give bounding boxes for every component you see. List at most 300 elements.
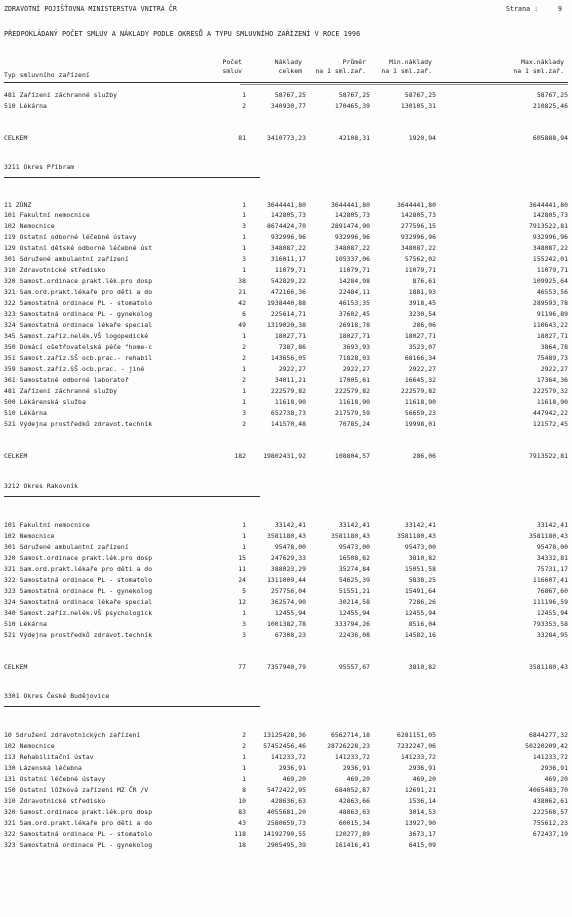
table-row — [4, 200, 568, 210]
cell-count: 15 — [238, 554, 246, 562]
cell-min: 3230,54 — [408, 310, 436, 318]
table-row — [4, 276, 568, 286]
cell-avg: 161416,41 — [334, 841, 370, 849]
cell-count: 2 — [242, 742, 246, 750]
table-row — [4, 210, 568, 220]
cell-avg: 348087,22 — [334, 244, 370, 252]
table-row — [4, 818, 568, 828]
cell-avg: 51551,21 — [338, 587, 370, 595]
table-row — [4, 829, 568, 839]
cell-type: 130 Lázenská léčebna — [4, 764, 82, 772]
cell-avg: 30214,58 — [338, 598, 370, 606]
cell-cost: 222579,82 — [270, 387, 306, 395]
cell-avg: 42108,31 — [338, 134, 370, 142]
cell-type: 500 Lékárenská služba — [4, 398, 86, 406]
column-header-cost-line2: celkem — [278, 67, 302, 75]
cell-cost: 542829,22 — [270, 277, 306, 285]
section-divider — [4, 496, 260, 497]
cell-type: 320 Samost.ordinace prakt.lék.pro dosp — [4, 808, 153, 816]
district-heading — [4, 162, 568, 172]
cell-cost: 428636,63 — [270, 797, 306, 805]
table-row — [4, 586, 568, 596]
cell-max: 2922,27 — [540, 365, 568, 373]
cell-max: 7913522,81 — [529, 222, 568, 230]
cell-type: 102 Nemocnice — [4, 742, 55, 750]
cell-count: 1 — [242, 91, 246, 99]
column-header-count-line2: smluv — [222, 67, 242, 75]
cell-avg: 217579,59 — [334, 409, 370, 417]
cell-type: 521 Výdejna prostředků zdravot.techník — [4, 631, 153, 639]
cell-count: 118 — [234, 830, 246, 838]
cell-max: 116607,41 — [532, 576, 568, 584]
table-row — [4, 287, 568, 297]
page-label: Strana : — [506, 5, 539, 13]
cell-max: 75731,17 — [536, 565, 568, 573]
table-row — [4, 243, 568, 253]
cell-avg: 120277,89 — [334, 830, 370, 838]
cell-count: 1 — [242, 398, 246, 406]
cell-count: 1 — [242, 201, 246, 209]
cell-type: 350 Domácí ošetřovatelská péče "home-c — [4, 343, 153, 351]
cell-cost: 316011,17 — [270, 255, 306, 263]
cell-cost: 3410773,23 — [267, 134, 306, 142]
cell-count: 2 — [242, 343, 246, 351]
cell-cost: 5472422,95 — [267, 786, 306, 794]
cell-count: 1 — [242, 753, 246, 761]
cell-count: 3 — [242, 222, 246, 230]
cell-avg: 16508,62 — [338, 554, 370, 562]
table-row — [4, 752, 568, 762]
cell-max: 3581180,43 — [529, 532, 568, 540]
cell-max: 289593,78 — [532, 299, 568, 307]
header-divider-double — [240, 84, 568, 85]
cell-count: 5 — [242, 587, 246, 595]
cell-max: 755612,23 — [532, 819, 568, 827]
cell-max: 141233,72 — [532, 753, 568, 761]
cell-cost: 143656,05 — [270, 354, 306, 362]
cell-type: 3211 Okres Příbram — [4, 163, 75, 171]
cell-type: 129 Ostatní dětské odborné léčebné úst — [4, 244, 153, 252]
cell-type: 324 Samostatná ordinace lékaře special — [4, 321, 153, 329]
cell-max: 155242,01 — [532, 255, 568, 263]
column-header-type: Typ smluvního zařízení — [4, 71, 90, 79]
header-divider — [4, 82, 568, 83]
cell-min: 286,06 — [412, 321, 436, 329]
cell-min: 1881,93 — [408, 288, 436, 296]
cell-cost: 2580659,73 — [267, 819, 306, 827]
cell-max: 3581180,43 — [529, 663, 568, 671]
table-row — [4, 254, 568, 264]
cell-avg: 17005,61 — [338, 376, 370, 384]
cell-type: 301 Sdružené ambulantní zařízení — [4, 255, 129, 263]
cell-max: 222568,57 — [532, 808, 568, 816]
cell-min: 12691,21 — [404, 786, 436, 794]
table-row — [4, 364, 568, 374]
cell-min: 58767,25 — [404, 91, 436, 99]
cell-count: 81 — [238, 134, 246, 142]
cell-type: 321 Sam.ord.prakt.lékaře pro děti a do — [4, 288, 153, 296]
cell-count: 2 — [242, 420, 246, 428]
cell-cost: 141570,48 — [270, 420, 306, 428]
cell-cost: 95478,00 — [274, 543, 306, 551]
cell-type: 323 Samostatná ordinace PL - gynekolog — [4, 310, 153, 318]
cell-type: 345 Samost.zaříz.nelék.VŠ logopedické — [4, 332, 149, 340]
cell-avg: 6562714,18 — [331, 731, 370, 739]
cell-cost: 225614,71 — [270, 310, 306, 318]
cell-type: 113 Rehabilitační ústav — [4, 753, 94, 761]
column-header-min-line2: na 1 sml.zař. — [381, 67, 432, 75]
cell-avg: 22484,11 — [338, 288, 370, 296]
cell-min: 277596,15 — [400, 222, 436, 230]
cell-min: 3014,53 — [408, 808, 436, 816]
cell-avg: 105337,06 — [334, 255, 370, 263]
cell-cost: 18027,71 — [274, 332, 306, 340]
cell-max: 12455,94 — [536, 609, 568, 617]
cell-max: 11079,71 — [536, 266, 568, 274]
district-heading — [4, 481, 568, 491]
cell-min: 469,20 — [412, 775, 436, 783]
cell-cost: 7387,86 — [278, 343, 306, 351]
cell-avg: 71828,03 — [338, 354, 370, 362]
cell-avg: 3644441,80 — [331, 201, 370, 209]
cell-count: 77 — [238, 663, 246, 671]
cell-cost: 11618,90 — [274, 398, 306, 406]
cell-min: 16645,32 — [404, 376, 436, 384]
cell-avg: 12455,94 — [338, 609, 370, 617]
cell-count: 42 — [238, 299, 246, 307]
cell-min: 11618,90 — [404, 398, 436, 406]
cell-count: 2 — [242, 731, 246, 739]
column-header-cost-line1: Náklady — [274, 58, 302, 66]
cell-cost: 1001382,78 — [267, 620, 306, 628]
table-row — [4, 342, 568, 352]
cell-count: 11 — [238, 565, 246, 573]
cell-avg: 58767,25 — [338, 91, 370, 99]
cell-cost: 3644441,80 — [267, 201, 306, 209]
table-row — [4, 619, 568, 629]
cell-avg: 26918,78 — [338, 321, 370, 329]
cell-cost: 12455,94 — [274, 609, 306, 617]
cell-avg: 108804,57 — [334, 452, 370, 460]
cell-count: 1 — [242, 532, 246, 540]
cell-type: 340 Samost.zaříz.nelék.VŠ psychologick — [4, 609, 153, 617]
column-header-min-line1: Min.náklady — [389, 58, 432, 66]
cell-cost: 2922,27 — [278, 365, 306, 373]
cell-type: 322 Samostatná ordinace PL - stomatolo — [4, 299, 153, 307]
cell-type: 361 Samostatné odborné laboratoř — [4, 376, 129, 384]
cell-type: 322 Samostatná ordinace PL - stomatolo — [4, 576, 153, 584]
table-row — [4, 386, 568, 396]
table-row — [4, 419, 568, 429]
cell-count: 1 — [242, 609, 246, 617]
cell-type: 323 Samostatná ordinace PL - gynekolog — [4, 587, 153, 595]
cell-type: CELKEM — [4, 134, 28, 142]
cell-max: 110643,22 — [532, 321, 568, 329]
cell-cost: 57452456,46 — [263, 742, 306, 750]
table-row — [4, 630, 568, 640]
cell-type: 481 Zařízení záchranné služby — [4, 91, 118, 99]
cell-avg: 11079,71 — [338, 266, 370, 274]
column-header-count-line1: Počet — [222, 58, 242, 66]
cell-type: 322 Samostatná ordinace PL - stomatolo — [4, 830, 153, 838]
cell-type: 11 ZÚNZ — [4, 201, 32, 209]
table-row — [4, 840, 568, 850]
cell-cost: 340930,77 — [270, 102, 306, 110]
table-row — [4, 763, 568, 773]
cell-avg: 170465,39 — [334, 102, 370, 110]
district-heading — [4, 691, 568, 701]
cell-min: 18027,71 — [404, 332, 436, 340]
cell-cost: 257756,04 — [270, 587, 306, 595]
cell-max: 210825,46 — [532, 102, 568, 110]
cell-min: 57562,02 — [404, 255, 436, 263]
cell-cost: 13125428,36 — [263, 731, 306, 739]
cell-cost: 67308,23 — [274, 631, 306, 639]
cell-max: 95478,00 — [536, 543, 568, 551]
cell-avg: 222579,82 — [334, 387, 370, 395]
cell-cost: 14192790,55 — [263, 830, 306, 838]
cell-type: 102 Nemocnice — [4, 222, 55, 230]
cell-count: 1 — [242, 244, 246, 252]
cell-max: 469,20 — [544, 775, 568, 783]
cell-cost: 932996,96 — [270, 233, 306, 241]
cell-avg: 11618,90 — [338, 398, 370, 406]
cell-avg: 18027,71 — [338, 332, 370, 340]
cell-avg: 70785,24 — [338, 420, 370, 428]
cell-count: 18 — [238, 841, 246, 849]
cell-count: 3 — [242, 409, 246, 417]
cell-count: 1 — [242, 543, 246, 551]
cell-avg: 48863,63 — [338, 808, 370, 816]
cell-type: 150 Ostatní lůžková zařízení MZ ČR /V — [4, 786, 149, 794]
cell-avg: 35274,84 — [338, 565, 370, 573]
cell-max: 58767,25 — [536, 91, 568, 99]
cell-count: 2 — [242, 354, 246, 362]
column-header-avg-line2: na 1 sml.zař. — [315, 67, 366, 75]
cell-avg: 3693,93 — [342, 343, 370, 351]
cell-cost: 11079,71 — [274, 266, 306, 274]
cell-max: 348087,22 — [532, 244, 568, 252]
cell-count: 1 — [242, 521, 246, 529]
cell-type: 119 Ostatní odborné léčebné ústavy — [4, 233, 137, 241]
cell-avg: 60015,34 — [338, 819, 370, 827]
cell-avg: 54625,39 — [338, 576, 370, 584]
table-row — [4, 320, 568, 330]
cell-min: 11079,71 — [404, 266, 436, 274]
total-row — [4, 662, 568, 672]
cell-max: 605888,94 — [532, 134, 568, 142]
cell-count: 8 — [242, 786, 246, 794]
cell-min: 3918,45 — [408, 299, 436, 307]
column-header-max-line2: na 1 sml.zař. — [513, 67, 564, 75]
total-row — [4, 451, 568, 461]
cell-type: 521 Výdejna prostředků zdravot.techník — [4, 420, 153, 428]
cell-max: 3644441,80 — [529, 201, 568, 209]
cell-cost: 388023,29 — [270, 565, 306, 573]
cell-max: 91196,89 — [536, 310, 568, 318]
report-title: PŘEDPOKLÁDANÝ POČET SMLUV A NÁKLADY PODLE OKRESŮ A TYPU SMLUVNÍHO ZAŘÍZENÍ V ROCE 1996 — [4, 30, 361, 38]
cell-count: 1 — [242, 365, 246, 373]
table-row — [4, 265, 568, 275]
cell-cost: 34011,21 — [274, 376, 306, 384]
cell-count: 12 — [238, 598, 246, 606]
cell-min: 348087,22 — [400, 244, 436, 252]
table-row — [4, 221, 568, 231]
cell-avg: 2936,91 — [342, 764, 370, 772]
cell-min: 8516,04 — [408, 620, 436, 628]
cell-max: 50220209,42 — [525, 742, 568, 750]
cell-type: 510 Lékárna — [4, 409, 47, 417]
cell-count: 2 — [242, 102, 246, 110]
cell-cost: 1938440,88 — [267, 299, 306, 307]
cell-min: 14582,16 — [404, 631, 436, 639]
cell-type: 102 Nemocnice — [4, 532, 55, 540]
cell-type: 510 Lékárna — [4, 102, 47, 110]
cell-count: 21 — [238, 288, 246, 296]
section-divider — [4, 177, 260, 178]
cell-min: 15491,64 — [404, 587, 436, 595]
cell-max: 438062,61 — [532, 797, 568, 805]
cell-min: 1536,14 — [408, 797, 436, 805]
cell-avg: 95557,67 — [338, 663, 370, 671]
cell-type: 321 Sam.ord.prakt.lékaře pro děti a do — [4, 565, 153, 573]
cell-cost: 33142,41 — [274, 521, 306, 529]
cell-cost: 472166,36 — [270, 288, 306, 296]
cell-min: 68166,34 — [404, 354, 436, 362]
cell-avg: 3581180,43 — [331, 532, 370, 540]
table-row — [4, 597, 568, 607]
cell-count: 1 — [242, 764, 246, 772]
page-number: 9 — [558, 5, 563, 13]
cell-avg: 932996,96 — [334, 233, 370, 241]
table-row — [4, 520, 568, 530]
cell-count: 3 — [242, 631, 246, 639]
cell-cost: 247629,33 — [270, 554, 306, 562]
cell-cost: 1311009,44 — [267, 576, 306, 584]
cell-count: 1 — [242, 387, 246, 395]
cell-min: 222579,82 — [400, 387, 436, 395]
table-row — [4, 774, 568, 784]
cell-type: 310 Zdravotnické středisko — [4, 266, 106, 274]
cell-min: 13927,90 — [404, 819, 436, 827]
cell-min: 6281151,05 — [397, 731, 436, 739]
table-row — [4, 531, 568, 541]
cell-cost: 1319020,38 — [267, 321, 306, 329]
cell-min: 3673,17 — [408, 830, 436, 838]
cell-count: 38 — [238, 277, 246, 285]
cell-count: 2 — [242, 376, 246, 384]
cell-max: 46553,56 — [536, 288, 568, 296]
column-header-max-line1: Max.náklady — [521, 58, 564, 66]
cell-max: 7913522,81 — [529, 452, 568, 460]
cell-min: 33142,41 — [404, 521, 436, 529]
table-row — [4, 575, 568, 585]
cell-type: 3301 Okres České Budějovice — [4, 692, 110, 700]
table-row — [4, 353, 568, 363]
cell-avg: 142805,73 — [334, 211, 370, 219]
cell-max: 222579,32 — [532, 387, 568, 395]
table-row — [4, 309, 568, 319]
table-row — [4, 807, 568, 817]
cell-avg: 14284,98 — [338, 277, 370, 285]
cell-max: 17364,36 — [536, 376, 568, 384]
cell-min: 876,61 — [412, 277, 436, 285]
cell-min: 5838,25 — [408, 576, 436, 584]
table-row — [4, 564, 568, 574]
cell-cost: 2936,91 — [278, 764, 306, 772]
cell-max: 33142,41 — [536, 521, 568, 529]
cell-max: 75489,73 — [536, 354, 568, 362]
cell-cost: 469,20 — [282, 775, 306, 783]
cell-type: CELKEM — [4, 663, 28, 671]
cell-type: 324 Samostatná ordinace lékaře special — [4, 598, 153, 606]
cell-max: 793353,58 — [532, 620, 568, 628]
cell-max: 4065483,70 — [529, 786, 568, 794]
cell-max: 33284,95 — [536, 631, 568, 639]
cell-min: 7232247,06 — [397, 742, 436, 750]
cell-min: 3644441,80 — [397, 201, 436, 209]
cell-min: 1920,94 — [408, 134, 436, 142]
cell-max: 34332,81 — [536, 554, 568, 562]
cell-count: 6 — [242, 310, 246, 318]
cell-min: 3523,07 — [408, 343, 436, 351]
cell-count: 10 — [238, 797, 246, 805]
table-row — [4, 542, 568, 552]
section-divider — [4, 706, 260, 707]
cell-type: 101 Fakultní nemocnice — [4, 211, 90, 219]
cell-type: 131 Ostatní léčebné ústavy — [4, 775, 106, 783]
cell-min: 932996,96 — [400, 233, 436, 241]
cell-count: 24 — [238, 576, 246, 584]
cell-min: 6415,09 — [408, 841, 436, 849]
cell-cost: 348087,22 — [270, 244, 306, 252]
cell-min: 3810,82 — [408, 554, 436, 562]
cell-min: 3581180,43 — [397, 532, 436, 540]
cell-type: 320 Samost.ordinace prakt.lék.pro dosp — [4, 277, 153, 285]
cell-avg: 2891474,90 — [331, 222, 370, 230]
table-row — [4, 785, 568, 795]
cell-min: 12455,94 — [404, 609, 436, 617]
cell-avg: 469,20 — [346, 775, 370, 783]
cell-count: 1 — [242, 211, 246, 219]
cell-type: 351 Samost.zaříz.SŠ ocb.prac.- rehabil — [4, 354, 153, 362]
cell-type: 101 Fakultní nemocnice — [4, 521, 90, 529]
cell-count: 49 — [238, 321, 246, 329]
table-row — [4, 397, 568, 407]
cell-cost: 58767,25 — [274, 91, 306, 99]
cell-cost: 3581180,43 — [267, 532, 306, 540]
cell-avg: 33142,41 — [338, 521, 370, 529]
cell-avg: 95473,00 — [338, 543, 370, 551]
cell-type: 301 Sdružené ambulantní zařízení — [4, 543, 129, 551]
cell-type: 320 Samost.ordinace prakt.lék.pro dosp — [4, 554, 153, 562]
cell-max: 142805,73 — [532, 211, 568, 219]
cell-min: 95473,00 — [404, 543, 436, 551]
cell-type: 510 Lékárna — [4, 620, 47, 628]
cell-min: 15051,58 — [404, 565, 436, 573]
table-row — [4, 553, 568, 563]
cell-min: 3810,82 — [408, 663, 436, 671]
cell-count: 3 — [242, 255, 246, 263]
cell-type: 481 Zařízení záchranné služby — [4, 387, 118, 395]
cell-avg: 141233,72 — [334, 753, 370, 761]
column-header-avg-line1: Průměr — [342, 58, 366, 66]
cell-count: 83 — [238, 808, 246, 816]
cell-avg: 28726228,23 — [327, 742, 370, 750]
cell-avg: 42863,66 — [338, 797, 370, 805]
cell-cost: 142805,73 — [270, 211, 306, 219]
cell-avg: 46153,35 — [338, 299, 370, 307]
